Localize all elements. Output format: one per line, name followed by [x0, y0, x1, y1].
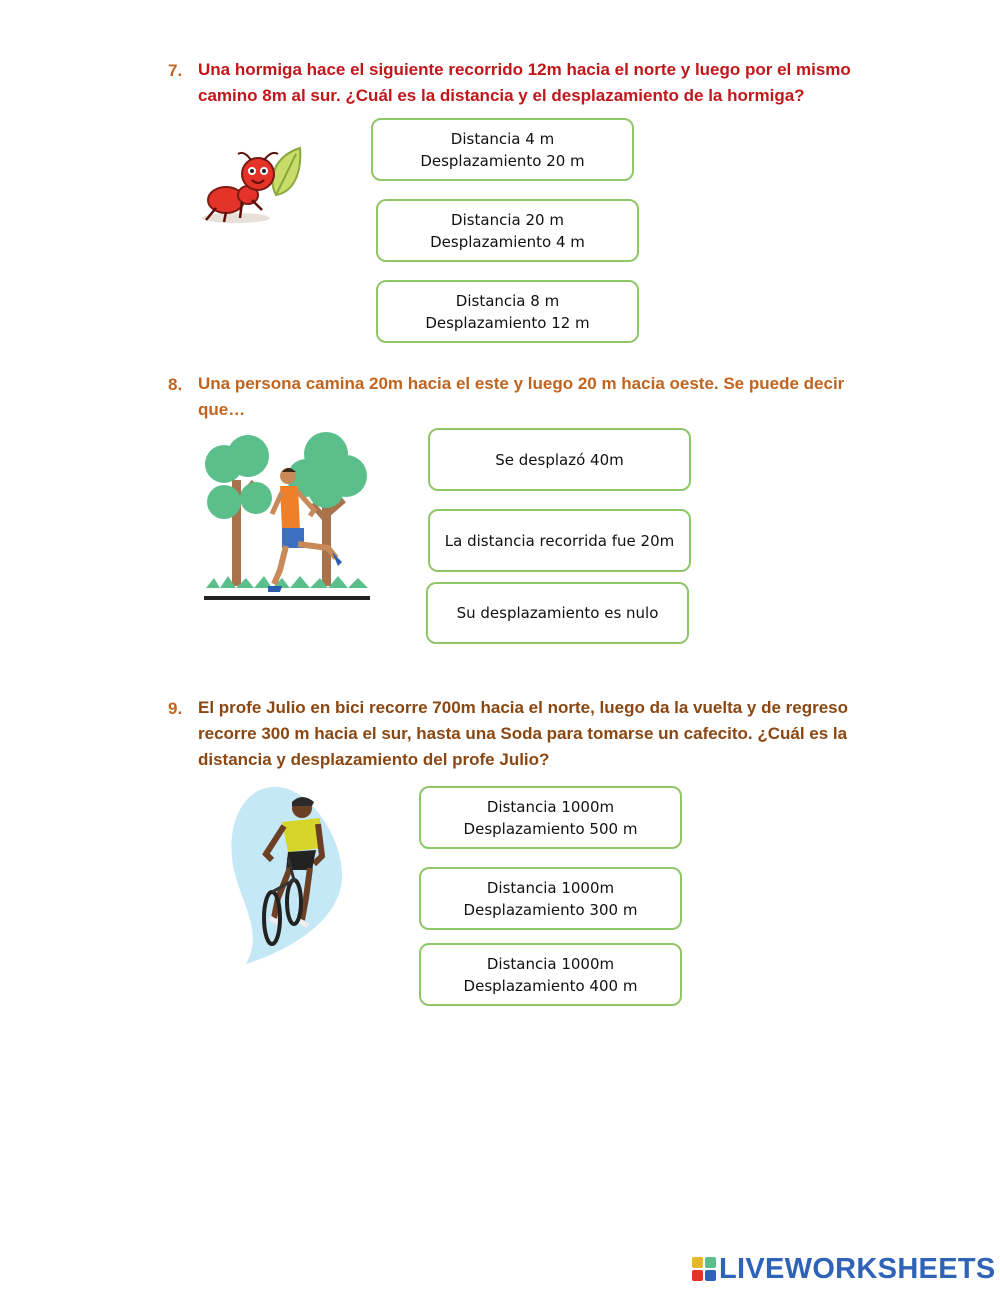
- option-line-1: Distancia 1000m: [486, 954, 615, 973]
- question-9-text: [198, 695, 888, 773]
- option-line-1: La distancia recorrida fue 20m: [444, 531, 675, 550]
- option-line-1: Distancia 20 m: [451, 210, 564, 229]
- option-line-1: Distancia 4 m: [450, 129, 555, 148]
- option-line-1: Su desplazamiento es nulo: [456, 604, 659, 622]
- liveworksheets-logo-icon: [692, 1257, 716, 1281]
- question-8-line-2: que…: [198, 400, 246, 419]
- question-9-line-3: distancia y desplazamiento del profe Julio?: [198, 750, 550, 769]
- q8-option-2[interactable]: [428, 509, 691, 572]
- q9-option-3[interactable]: [419, 943, 682, 1006]
- option-line-2: Desplazamiento 20 m: [420, 151, 585, 170]
- question-7-number: 7.: [168, 61, 183, 80]
- question-9-line-2: recorre 300 m hacia el sur, hasta una Soda para tomarse un cafecito. ¿Cuál es la: [198, 724, 848, 743]
- q7-option-1[interactable]: [371, 118, 634, 181]
- q7-option-2[interactable]: [376, 199, 639, 262]
- question-7-line-1: Una hormiga hace el siguiente recorrido 12m hacia el norte y luego por el mismo: [198, 60, 851, 79]
- question-9-line-1: El profe Julio en bici recorre 700m hacia el norte, luego da la vuelta y de regreso: [198, 698, 849, 717]
- question-7-line-2: camino 8m al sur. ¿Cuál es la distancia y el desplazamiento de la hormiga?: [198, 86, 805, 105]
- question-8-line-1: Una persona camina 20m hacia el este y luego 20 m hacia oeste. Se puede decir: [198, 374, 845, 393]
- option-line-2: Desplazamiento 4 m: [430, 232, 585, 251]
- question-8-text: [198, 371, 878, 423]
- question-9-number: 9.: [168, 699, 183, 718]
- option-line-2: Desplazamiento 400 m: [463, 976, 638, 995]
- question-8-number: 8.: [168, 375, 183, 394]
- option-line-2: Desplazamiento 12 m: [425, 313, 590, 332]
- option-line-2: Desplazamiento 300 m: [463, 900, 638, 919]
- q8-option-1[interactable]: [428, 428, 691, 491]
- question-7-text: [198, 57, 878, 109]
- q9-option-1[interactable]: [419, 786, 682, 849]
- option-line-1: Distancia 8 m: [455, 291, 560, 310]
- option-line-1: Se desplazó 40m: [495, 450, 624, 469]
- q8-option-3[interactable]: [426, 582, 689, 644]
- liveworksheets-logo[interactable]: [692, 1252, 996, 1286]
- option-line-1: Distancia 1000m: [486, 797, 615, 816]
- option-line-2: Desplazamiento 500 m: [463, 819, 638, 838]
- option-line-1: Distancia 1000m: [486, 878, 615, 897]
- runner-illustration: [202, 430, 374, 602]
- q9-option-2[interactable]: [419, 867, 682, 930]
- liveworksheets-logo-text: LIVEWORKSHEETS: [719, 1252, 996, 1285]
- cyclist-illustration: [226, 778, 350, 966]
- ant-illustration: [196, 140, 306, 226]
- q7-option-3[interactable]: [376, 280, 639, 343]
